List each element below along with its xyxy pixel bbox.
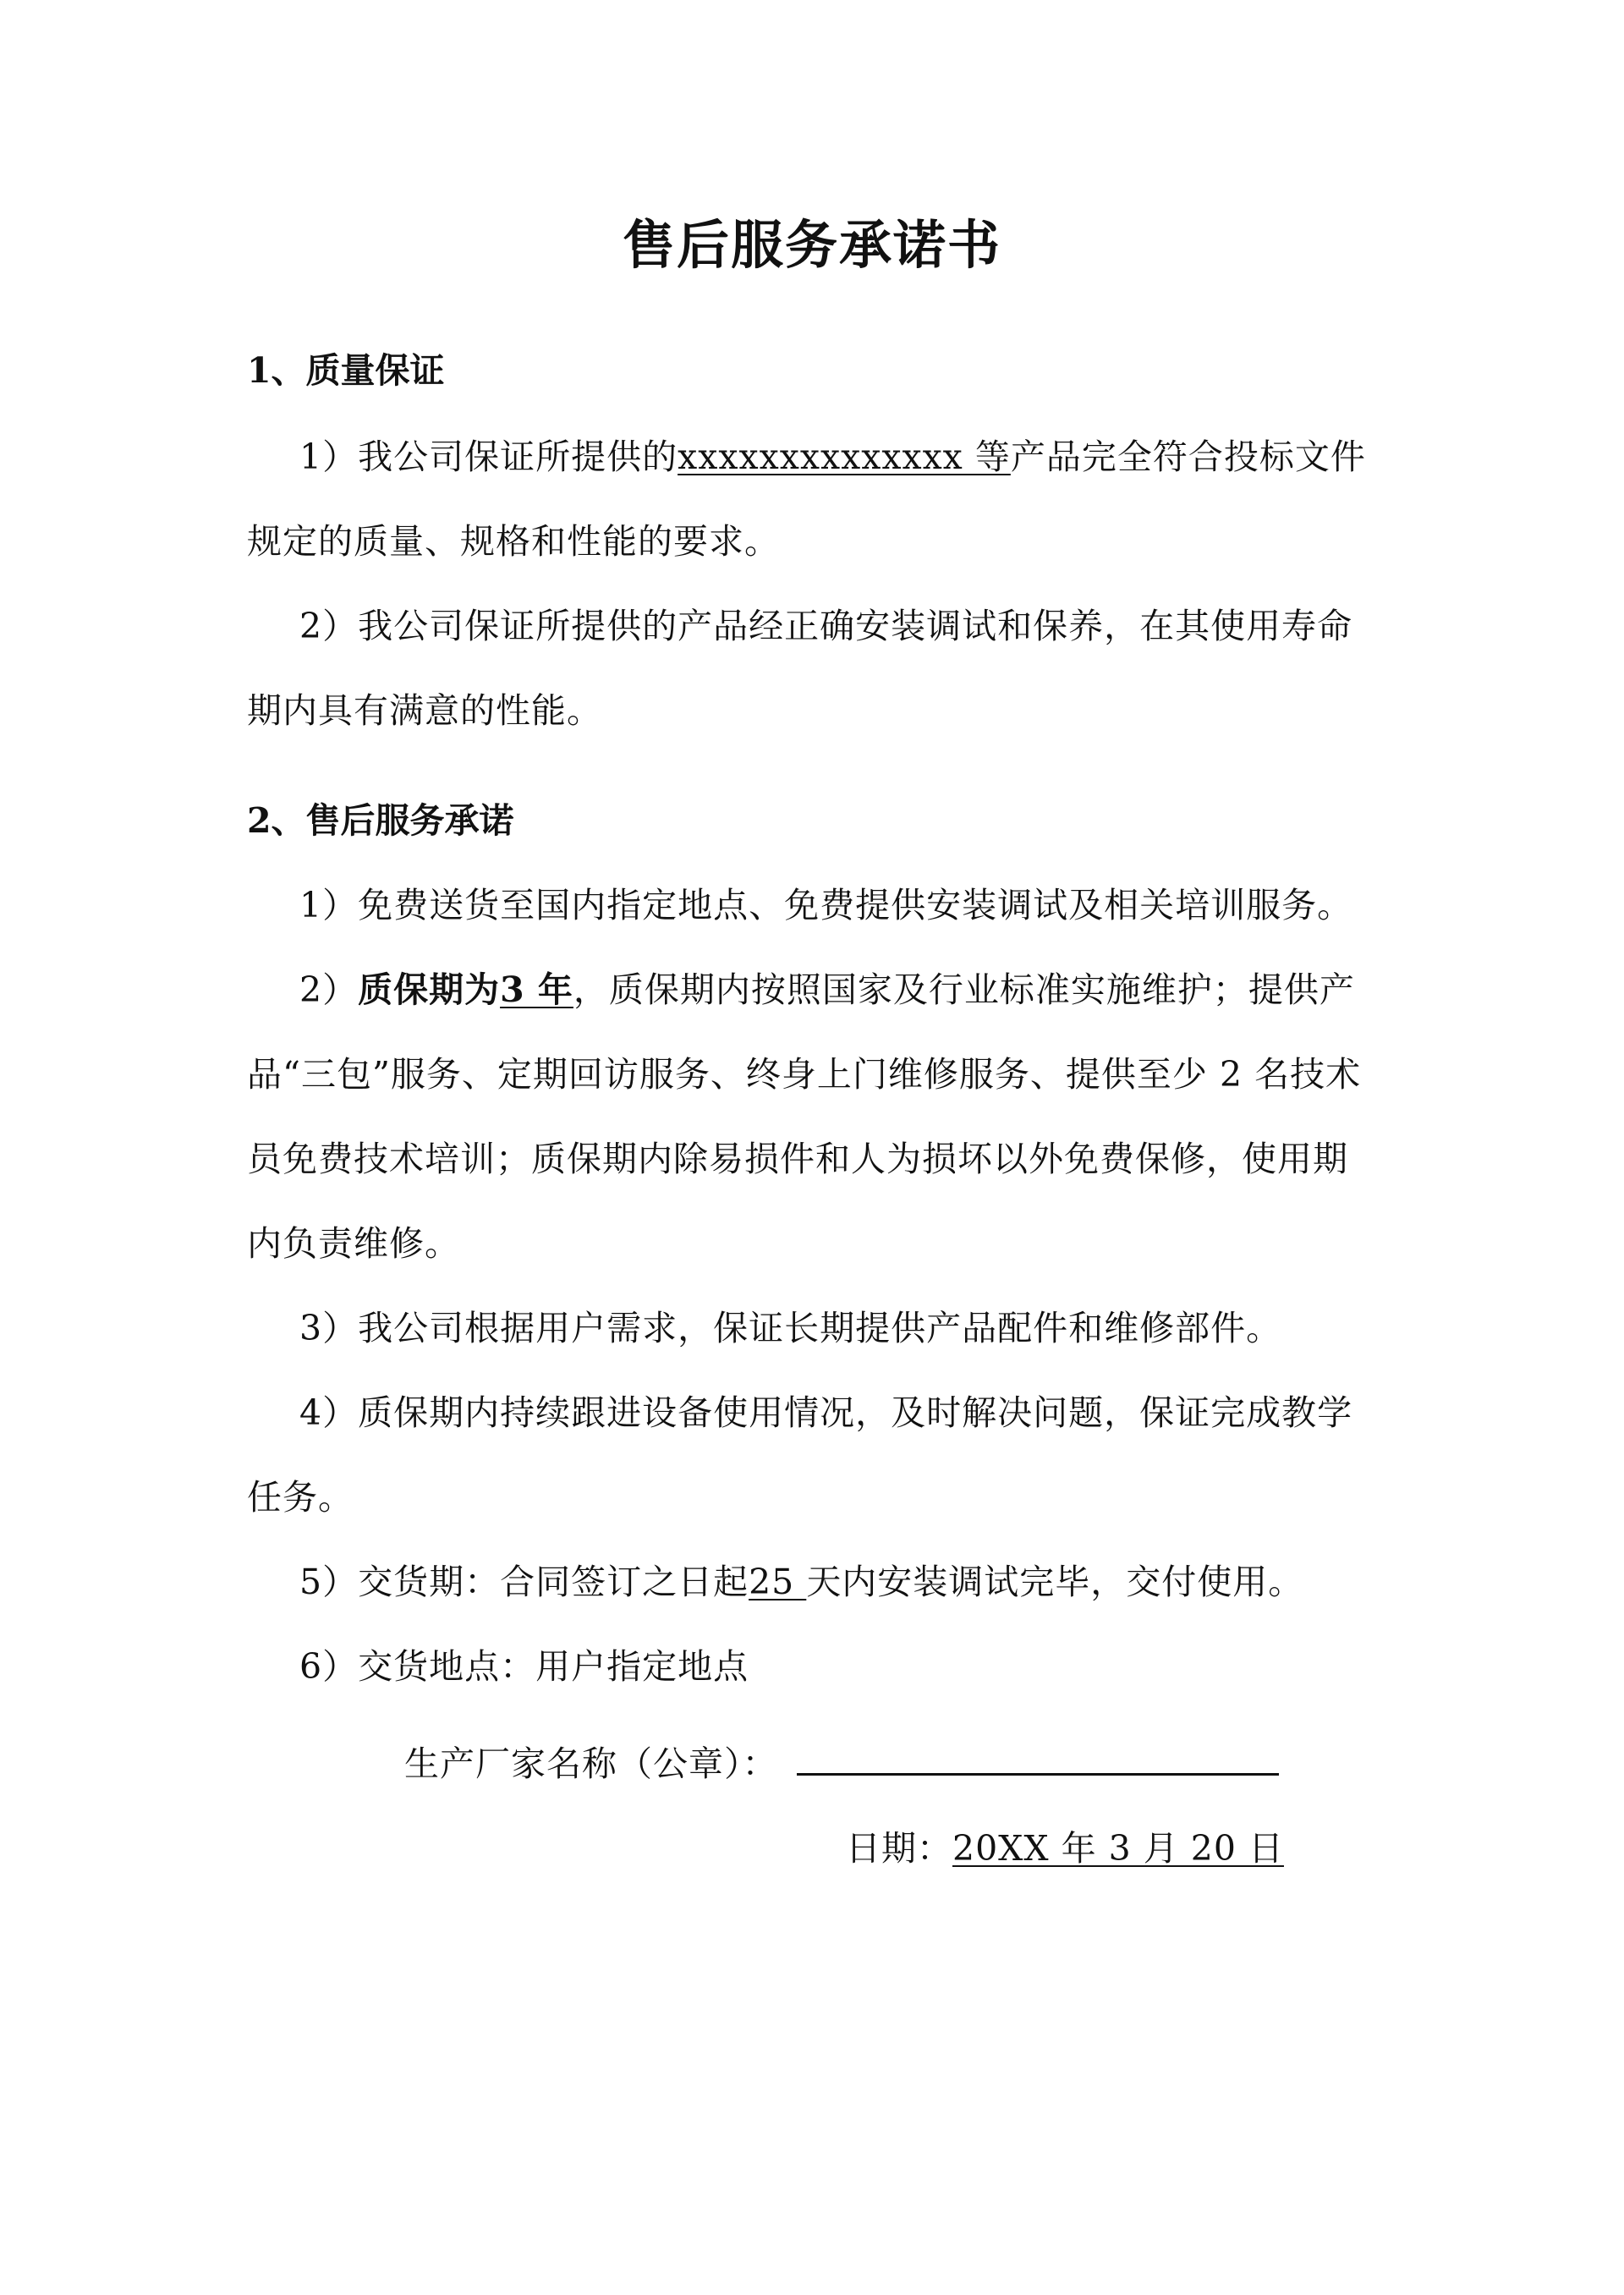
service-item-5-suffix: 天内安装调试完毕，交付使用。 xyxy=(806,1562,1304,1602)
signature-line xyxy=(404,1738,1279,1789)
manufacturer-seal-label: 生产厂家名称（公章）： xyxy=(404,1743,778,1784)
warranty-years: 3 年 xyxy=(500,969,573,1010)
service-item-2-prefix: 2） xyxy=(299,969,359,1010)
service-item-2 xyxy=(247,947,1380,1286)
product-name-underlined: xxxxxxxxxxxxxx 等 xyxy=(678,436,1011,477)
service-item-5-prefix: 5）交货期：合同签订之日起 xyxy=(299,1562,749,1602)
service-item-5 xyxy=(247,1540,1380,1624)
service-item-1: 1）免费送货至国内指定地点、免费提供安装调试及相关培训服务。 xyxy=(299,885,1353,925)
date-value: 20XX 年 3 月 20 日 xyxy=(952,1828,1284,1869)
service-item-6: 6）交货地点：用户指定地点 xyxy=(299,1646,749,1687)
quality-item-1 xyxy=(247,415,1380,584)
date-label: 日期： xyxy=(846,1828,952,1869)
service-item-2-rest: ，质保期内按照国家及行业标准实施维护；提供产品“三包”服务、定期回访服务、终身上门维修服务、提供至少 2 名技术员免费技术培训；质保期内除易损件和人为损坏以外免费保修，使用期内负责维修。 xyxy=(247,969,1362,1264)
section-heading-quality: 1、质量保证 xyxy=(247,350,445,391)
document-title: 售后服务承诺书 xyxy=(622,214,1001,276)
quality-item-1-suffix: 产品完全符合投标文件规定的质量、规格和性能的要求。 xyxy=(247,436,1366,562)
quality-item-2: 2）我公司保证所提供的产品经正确安装调试和保养，在其使用寿命期内具有满意的性能。 xyxy=(247,606,1353,731)
service-item-4: 4）质保期内持续跟进设备使用情况，及时解决问题，保证完成教学任务。 xyxy=(247,1392,1353,1518)
signature-blank xyxy=(797,1739,1279,1776)
date-line xyxy=(846,1823,1284,1874)
delivery-days: 25 xyxy=(749,1562,807,1602)
section-heading-service: 2、售后服务承诺 xyxy=(247,800,514,841)
service-item-3: 3）我公司根据用户需求，保证长期提供产品配件和维修部件。 xyxy=(299,1308,1282,1348)
quality-item-1-prefix: 1）我公司保证所提供的 xyxy=(299,436,678,477)
warranty-label: 质保期为 xyxy=(358,969,501,1010)
